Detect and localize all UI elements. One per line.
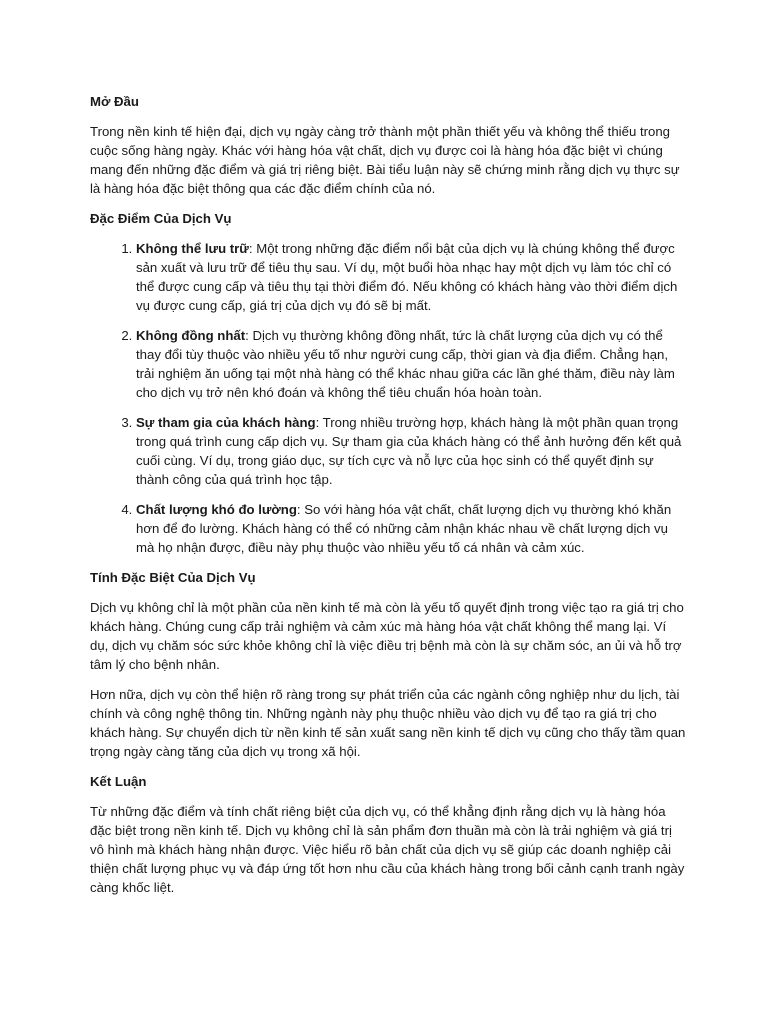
special-paragraph-2: Hơn nữa, dịch vụ còn thể hiện rõ ràng trong sự phát triển của các ngành công nghiệp như du lịch, tài chính và công nghệ thông tin. Những ngành này phụ thuộc nhiều vào dịch vụ để tạo ra giá trị cho khách hàng. Sự chuyển dịch từ nền kinh tế sản xuất sang nền kinh tế dịch vụ cũng cho thấy tầm quan trọng ngày càng tăng của dịch vụ trong xã hội. [90, 687, 686, 759]
special-heading: Tính Đặc Biệt Của Dịch Vụ [90, 570, 256, 585]
feature-text: : Một trong những đặc điểm nổi bật của dịch vụ là chúng không thể được sản xuất và lưu trữ để tiêu thụ sau. Ví dụ, một buổi hòa nhạc hay một dịch vụ làm tóc chỉ có thể được cung cấp và tiêu thụ tại thời điểm đó. Nếu không có khách hàng vào thời điểm dịch vụ được cung cấp, giá trị của dịch vụ đó sẽ bị mất. [136, 241, 678, 313]
feature-term: Không thể lưu trữ [136, 241, 249, 256]
feature-item [136, 239, 686, 315]
intro-heading: Mở Đầu [90, 94, 139, 109]
feature-text: : Dịch vụ thường không đồng nhất, tức là chất lượng của dịch vụ có thể thay đổi tùy thuộc vào nhiều yếu tố như người cung cấp, thời gian và địa điểm. Chẳng hạn, trải nghiệm ăn uống tại một nhà hàng có thể khác nhau giữa các lần ghé thăm, điều này làm cho dịch vụ trở nên khó đoán và không thể tiêu chuẩn hóa hoàn toàn. [136, 328, 675, 400]
feature-text: : So với hàng hóa vật chất, chất lượng dịch vụ thường khó khăn hơn để đo lường. Khách hàng có thể có những cảm nhận khác nhau về chất lượng dịch vụ mà họ nhận được, điều này phụ thuộc vào nhiều yếu tố cá nhân và cảm xúc. [136, 502, 672, 555]
feature-item [136, 413, 686, 489]
feature-text: : Trong nhiều trường hợp, khách hàng là một phần quan trọng trong quá trình cung cấp dịch vụ. Sự tham gia của khách hàng có thể ảnh hưởng đến kết quả cuối cùng. Ví dụ, trong giáo dục, sự tích cực và nỗ lực của học sinh có thể quyết định sự thành công của quá trình học tập. [136, 415, 682, 487]
document-page [90, 92, 686, 908]
features-heading: Đặc Điểm Của Dịch Vụ [90, 211, 232, 226]
conclusion-heading: Kết Luận [90, 774, 147, 789]
special-paragraph-1: Dịch vụ không chỉ là một phần của nền kinh tế mà còn là yếu tố quyết định trong việc tạo ra giá trị cho khách hàng. Chúng cung cấp trải nghiệm và cảm xúc mà hàng hóa vật chất không thể mang lại. Ví dụ, dịch vụ chăm sóc sức khỏe không chỉ là việc điều trị bệnh mà còn là sự chăm sóc, an ủi và hỗ trợ tâm lý cho bệnh nhân. [90, 600, 684, 672]
feature-term: Không đồng nhất [136, 328, 246, 343]
feature-item [136, 326, 686, 402]
feature-term: Chất lượng khó đo lường [136, 502, 297, 517]
feature-item [136, 500, 686, 557]
intro-paragraph: Trong nền kinh tế hiện đại, dịch vụ ngày càng trở thành một phần thiết yếu và không thể thiếu trong cuộc sống hàng ngày. Khác với hàng hóa vật chất, dịch vụ được coi là hàng hóa đặc biệt vì chúng mang đến những đặc điểm và giá trị riêng biệt. Bài tiểu luận này sẽ chứng minh rằng dịch vụ thực sự là hàng hóa đặc biệt thông qua các đặc điểm chính của nó. [90, 124, 680, 196]
feature-term: Sự tham gia của khách hàng [136, 415, 316, 430]
conclusion-paragraph: Từ những đặc điểm và tính chất riêng biệt của dịch vụ, có thể khẳng định rằng dịch vụ là hàng hóa đặc biệt trong nền kinh tế. Dịch vụ không chỉ là sản phẩm đơn thuần mà còn là trải nghiệm và giá trị vô hình mà khách hàng nhận được. Việc hiểu rõ bản chất của dịch vụ sẽ giúp các doanh nghiệp cải thiện chất lượng phục vụ và đáp ứng tốt hơn nhu cầu của khách hàng trong bối cảnh cạnh tranh ngày càng khốc liệt. [90, 804, 685, 895]
features-list [90, 239, 686, 557]
